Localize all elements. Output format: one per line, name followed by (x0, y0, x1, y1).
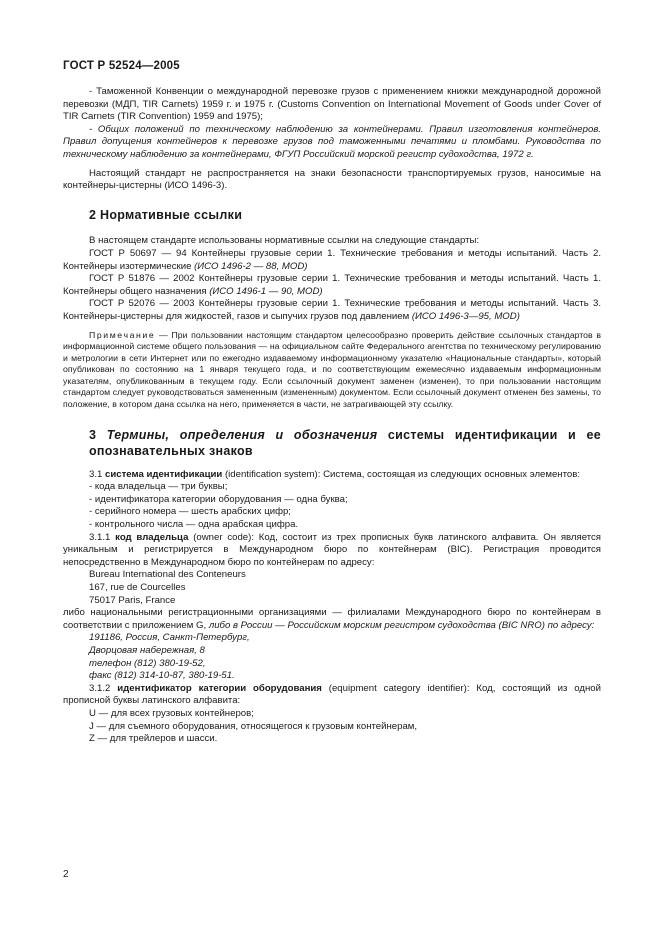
section-3-number: 3 (89, 427, 107, 442)
iso-ref: (ИСО 1496-3—95, MOD) (411, 310, 520, 322)
iso-ref: (ИСО 1496-2 — 88, MOD) (194, 260, 308, 272)
section-2-heading: 2 Нормативные ссылки (89, 207, 243, 222)
national-text: либо национальными регистрационными организациями — филиалами Международного бюро по контейнерам в соответствии с приложением G, (63, 607, 601, 631)
clause-term: система идентификации (105, 468, 223, 480)
list-item: - идентификатора категории оборудования — одна буква; (89, 493, 348, 505)
clause-3-1-2 (63, 683, 601, 708)
section-3-title-italic: Термины, определения и обозначения (106, 427, 378, 442)
document-header: ГОСТ Р 52524—2005 (63, 60, 180, 72)
normative-ref-1 (63, 248, 601, 273)
section-2-note (63, 330, 601, 411)
normative-ref-3 (63, 298, 601, 323)
national-registration-paragraph (63, 607, 601, 632)
section-3-heading (63, 427, 601, 459)
clause-number: 3.1.2 (89, 682, 118, 694)
bic-address-line: 75017 Paris, France (89, 594, 176, 606)
list-item: J — для съемного оборудования, относящегося к грузовым контейнерам, (89, 720, 418, 732)
bic-address-line: Bureau International des Conteneurs (89, 569, 246, 581)
list-item: - контрольного числа — одна арабская цифра. (89, 519, 299, 531)
ref-text: ГОСТ Р 51876 — 2002 Контейнеры грузовые серии 1. Технические требования и методы испытаний. Часть 1. Контейнеры общего назначения (63, 273, 601, 297)
list-item: - серийного номера — шесть арабских цифр; (89, 506, 291, 518)
section-3-title-rest: системы идентификации и ее опознавательных знаков (89, 427, 602, 458)
section-2-intro: В настоящем стандарте использованы нормативные ссылки на следующие стандарты: (89, 235, 480, 247)
document-body (63, 86, 601, 746)
bic-address-line: 167, rue de Courcelles (89, 582, 186, 593)
normative-ref-2 (63, 273, 601, 298)
clause-text: (identification system): Система, состоящая из следующих основных элементов: (222, 468, 580, 480)
clause-3-1 (63, 469, 601, 482)
ru-address-line: 191186, Россия, Санкт-Петербург, (89, 632, 250, 644)
iso-ref: (ИСО 1496-1 — 90, MOD) (209, 285, 323, 297)
ref-text: ГОСТ Р 50697 — 94 Контейнеры грузовые серии 1. Технические требования и методы испытаний. Часть 2. Контейнеры изотермические (63, 247, 601, 272)
scope-exclusion-paragraph: Настоящий стандарт не распространяется на знаки безопасности транспортируемых грузов, наносимые на контейнеры-цистерны (ИСО 1496-3). (63, 167, 601, 192)
ref-text: ГОСТ Р 52076 — 2003 Контейнеры грузовые серии 1. Технические требования и методы испытаний. Часть 3. Контейнеры-цистерны для жидкостей, газов и сыпучих грузов под давлением (63, 298, 601, 322)
note-text: — При пользовании настоящим стандартом целесообразно проверить действие ссылочных стандартов в информационной системе общего пользования — на официальном сайте Федерального агентства по техническому регулированию и метрологии в сети Интернет или по ежегодно издаваемому информационному указателю «Национальные стандарты», который опубликован по состоянию на 1 января текущего года, и по соответствующим ежемесячно издаваемым информационным указателям, опубликованным в текущем году. Если ссылочный документ заменен (изменен), то при пользовании настоящим стандартом следует руководствоваться замененным (измененным) документом. Если ссылочный документ отменен без замены, то положение, в котором дана ссылка на него, применяется в части, не затрагивающей эту ссылку. (63, 329, 601, 410)
clause-number: 3.1 (89, 468, 106, 480)
clause-text: (owner code): Код, состоит из трех прописных букв латинского алфавита. Он является уникальным и регистрируется в Международном бюро по контейнерам (BIC). Регистрация проводится непосредственно в Международном бюро по контейнерам по адресу: (63, 531, 601, 568)
customs-convention-item: - Таможенной Конвенции о международной перевозке грузов с применением книжки международной дорожной перевозки (МДП, TIR Carnets) 1959 г. и 1975 г. (Customs Convention on International Movement of Goods under Cover of TIR Carnets (TIR Convention) 1959 and 1975); (63, 86, 601, 123)
ru-address-line: факс (812) 314-10-87, 380-19-51. (89, 670, 235, 682)
page-number: 2 (63, 869, 69, 880)
national-italic: либо в России — Российским морским регистром судоходства (BIC NRO) по адресу: (208, 619, 595, 631)
ru-address-line: телефон (812) 380-19-52, (89, 657, 206, 669)
general-provisions-item: - Общих положений по техническому наблюдению за контейнерами. Правил изготовления контейнеров. Правил допущения контейнеров к перевозке грузов под таможенными печатями и пломбами. Руководства по техническому наблюдению за контейнерами, ФГУП Российский морской регистр судоходства, 1972 г. (63, 123, 601, 160)
ru-address-line: Дворцовая набережная, 8 (89, 644, 205, 656)
list-item: - кода владельца — три буквы; (89, 481, 228, 493)
clause-term: код владельца (115, 531, 189, 543)
clause-number: 3.1.1 (89, 531, 116, 543)
clause-text: (equipment category identifier): Код, состоящий из одной прописной буквы латинского алфавита: (63, 682, 601, 707)
note-label: Примечание (89, 329, 156, 340)
list-item: U — для всех грузовых контейнеров; (89, 707, 254, 719)
list-item: Z — для трейлеров и шасси. (89, 733, 218, 745)
clause-term: идентификатор категории оборудования (117, 682, 322, 694)
clause-3-1-1 (63, 532, 601, 570)
